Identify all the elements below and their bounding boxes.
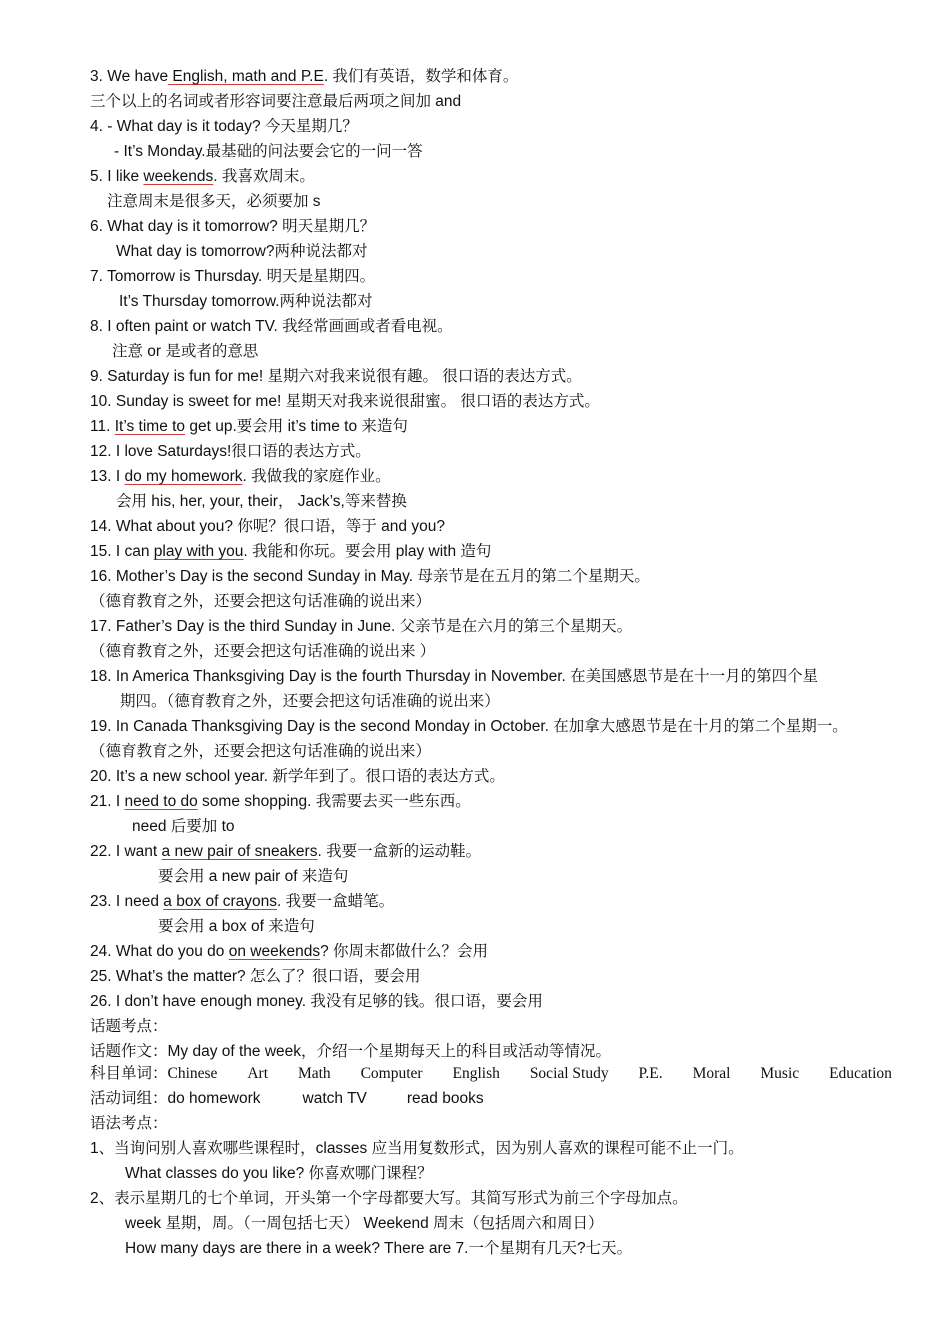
note-line: - It’s Monday.最基础的问法要会它的一问一答: [114, 143, 423, 160]
subject-word: Art: [247, 1065, 269, 1082]
note-line: 注意周末是很多天，必须要加 s: [107, 193, 321, 210]
item-19: 19. In Canada Thanksgiving Day is the second Monday in October. 在加拿大感恩节是在十月的第二个星期一。: [90, 718, 848, 735]
item-14: 14. What about you? 你呢？很口语，等于 and you?: [90, 518, 445, 535]
note-line: （德育教育之外，还要会把这句话准确的说出来）: [90, 593, 432, 610]
note-line: 会用 his, her, your, their， Jack’s,等来替换: [116, 493, 407, 510]
subject-word: Computer: [360, 1065, 423, 1082]
note-line: （德育教育之外，还要会把这句话准确的说出来 ）: [90, 643, 436, 660]
note-line: 期四。（德育教育之外，还要会把这句话准确的说出来）: [120, 693, 500, 710]
grammar-example: What classes do you like? 你喜欢哪门课程？: [125, 1165, 433, 1182]
item-12: 12. I love Saturdays!很口语的表达方式。: [90, 443, 371, 460]
grammar-example: week 星期，周。（一周包括七天） Weekend 周末（包括周六和周日）: [125, 1215, 604, 1232]
subject-word: 科目单词：Chinese: [90, 1065, 218, 1082]
item-11: 11. It’s time to get up.要会用 it’s time to 来造句: [90, 418, 408, 435]
subject-word: English: [452, 1065, 500, 1082]
item-21: 21. I need to do some shopping. 我需要去买一些东西。: [90, 793, 471, 810]
item-3: 3. We have English, math and P.E. 我们有英语，数学和体育。: [90, 68, 519, 85]
item-26: 26. I don’t have enough money. 我没有足够的钱。很口语，要会用: [90, 993, 543, 1010]
item-7: 7. Tomorrow is Thursday. 明天是星期四。: [90, 268, 376, 285]
subject-word: Education: [829, 1065, 892, 1082]
subject-word: Moral: [692, 1065, 731, 1082]
note-line: 注意 or 是或者的意思: [112, 343, 259, 360]
grammar-example: How many days are there in a week? There are 7.一个星期有几天?七天。: [125, 1240, 633, 1257]
activity-phrases: 活动词组：do homework watch TV read books: [90, 1090, 484, 1107]
topic-composition: 话题作文：My day of the week，介绍一个星期每天上的科目或活动等情况。: [90, 1043, 612, 1060]
item-18: 18. In America Thanksgiving Day is the fourth Thursday in November. 在美国感恩节是在十一月的第四个星: [90, 668, 819, 685]
topic-heading: 话题考点：: [90, 1018, 168, 1035]
item-17: 17. Father’s Day is the third Sunday in June. 父亲节是在六月的第三个星期天。: [90, 618, 633, 635]
item-4: 4. - What day is it today? 今天星期几？: [90, 118, 358, 135]
item-10: 10. Sunday is sweet for me! 星期天对我来说很甜蜜。 很口语的表达方式。: [90, 393, 600, 410]
note-line: need 后要加 to: [132, 818, 235, 835]
note-line: （德育教育之外，还要会把这句话准确的说出来）: [90, 743, 432, 760]
item-6: 6. What day is it tomorrow? 明天星期几？: [90, 218, 376, 235]
grammar-point-1: 1、当询问别人喜欢哪些课程时，classes 应当用复数形式，因为别人喜欢的课程可能不止一门。: [90, 1140, 744, 1157]
item-20: 20. It’s a new school year. 新学年到了。很口语的表达方式。: [90, 768, 505, 785]
subject-word: Social Study: [529, 1065, 609, 1082]
subject-word: Music: [760, 1065, 800, 1082]
item-22: 22. I want a new pair of sneakers. 我要一盒新的运动鞋。: [90, 843, 482, 860]
item-13: 13. I do my homework. 我做我的家庭作业。: [90, 468, 391, 485]
note-line: 要会用 a box of 来造句: [158, 918, 315, 935]
item-16: 16. Mother’s Day is the second Sunday in May. 母亲节是在五月的第二个星期天。: [90, 568, 650, 585]
item-24: 24. What do you do on weekends? 你周末都做什么？会用: [90, 943, 489, 960]
item-9: 9. Saturday is fun for me! 星期六对我来说很有趣。 很口语的表达方式。: [90, 368, 582, 385]
item-23: 23. I need a box of crayons. 我要一盒蜡笔。: [90, 893, 395, 910]
subject-words: [90, 1061, 892, 1086]
grammar-point-2: 2、表示星期几的七个单词，开头第一个字母都要大写。其简写形式为前三个字母加点。: [90, 1190, 688, 1207]
note-line: 三个以上的名词或者形容词要注意最后两项之间加 and: [90, 93, 462, 110]
item-25: 25. What’s the matter? 怎么了？很口语，要会用: [90, 968, 421, 985]
subject-word: Math: [297, 1065, 331, 1082]
item-15: 15. I can play with you. 我能和你玩。要会用 play with 造句: [90, 543, 492, 560]
note-line: 要会用 a new pair of 来造句: [158, 868, 349, 885]
note-line: What day is tomorrow?两种说法都对: [116, 243, 368, 260]
grammar-heading: 语法考点：: [90, 1115, 168, 1132]
item-5: 5. I like weekends. 我喜欢周末。: [90, 168, 315, 185]
item-8: 8. I often paint or watch TV. 我经常画画或者看电视。: [90, 318, 453, 335]
subject-word: P.E.: [638, 1065, 663, 1082]
note-line: It’s Thursday tomorrow.两种说法都对: [119, 293, 373, 310]
